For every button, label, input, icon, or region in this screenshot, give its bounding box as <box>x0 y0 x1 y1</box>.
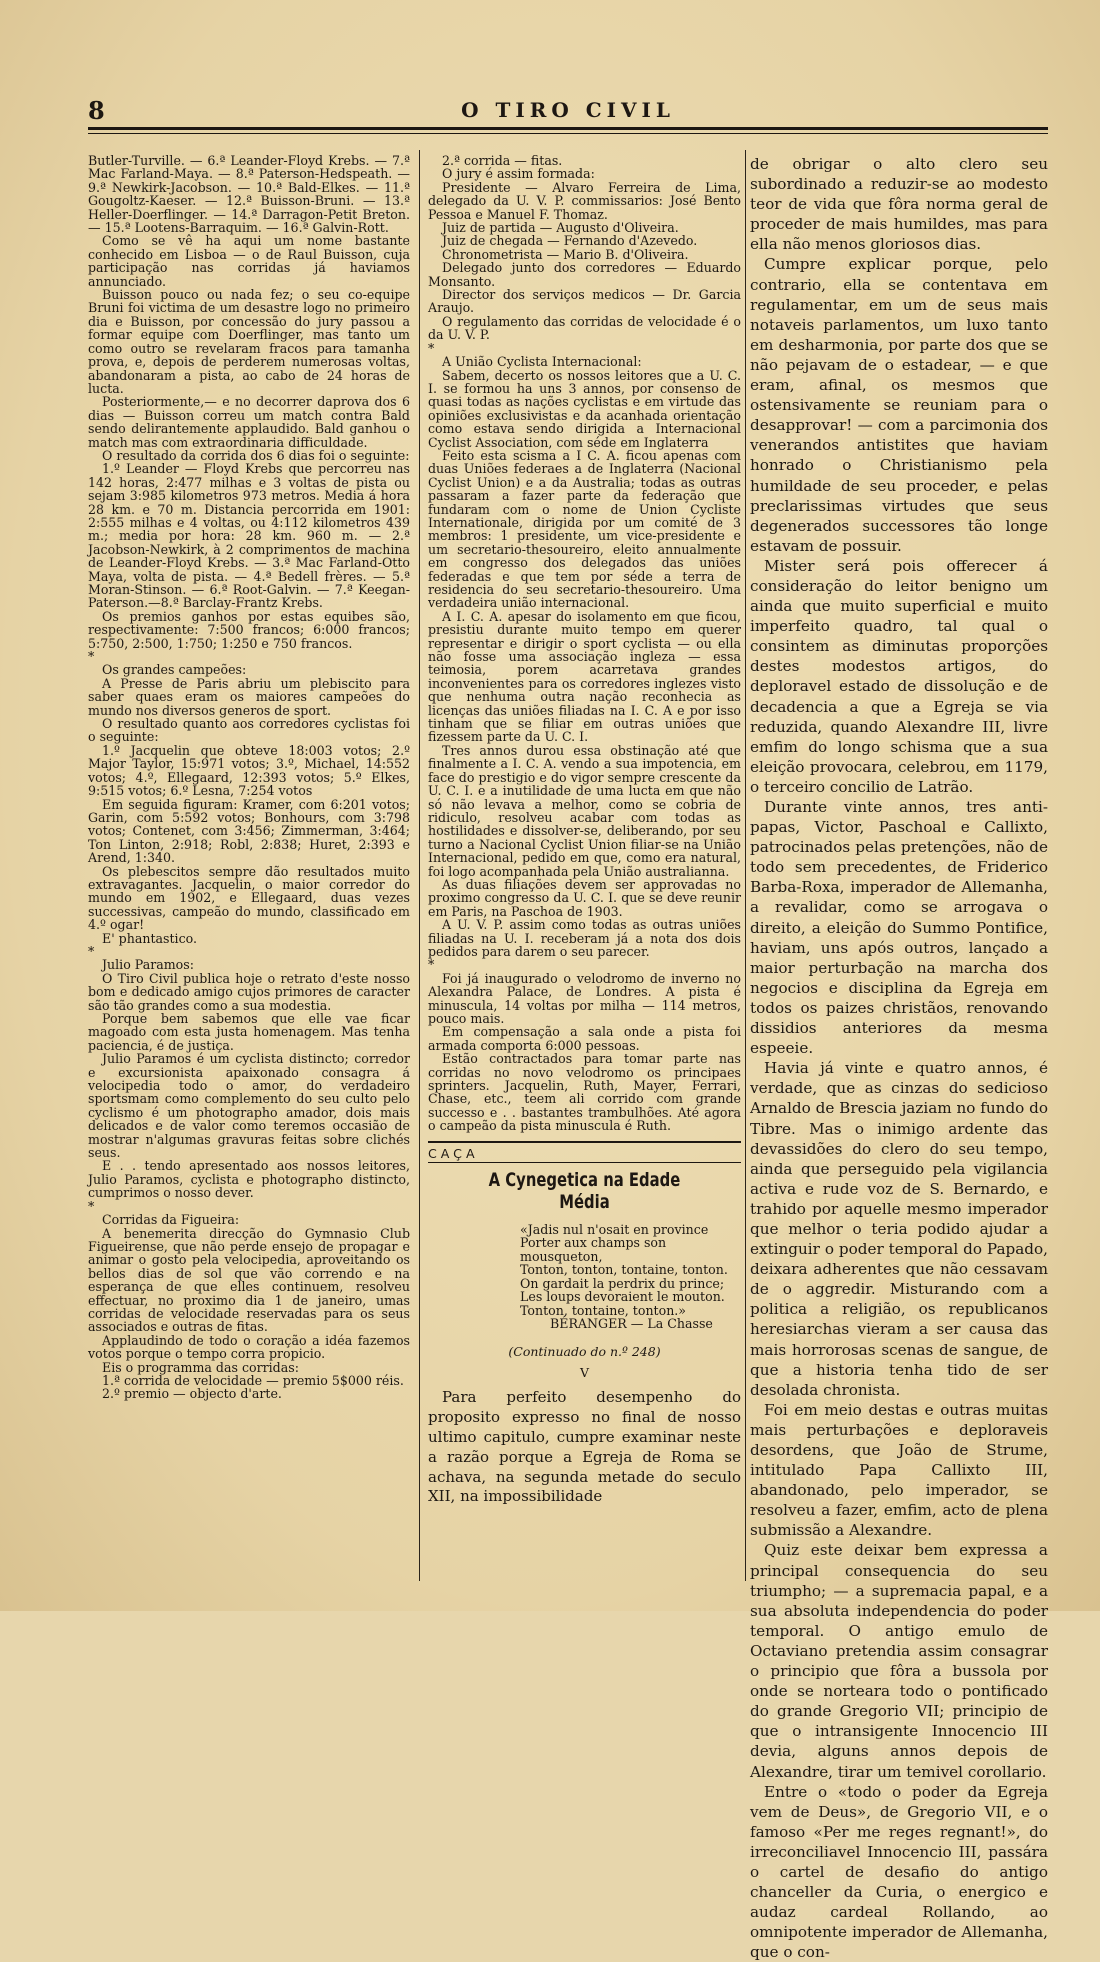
separator-star: * <box>88 943 95 959</box>
epigraph <box>520 1223 741 1330</box>
paragraph: Julio Paramos é um cyclista distincto; corredor e excursionista apaixonado consagra á velocipedia todo o amor, do verdadeiro sportsmam como complemento do seu culto pelo cyclismo é um photographo amador, dois mais delicados e de valor como teremos occasião de mostrar n'algumas gravuras feitas sobre clichés seus. <box>88 1051 410 1161</box>
paragraph: Cumpre explicar porque, pelo contrario, ella se contentava em regulamentar, em um de seus mais notaveis parlamentos, um luxo tanto em desharmonia, por parte dos que se não pejavam de o estadear, — e que eram, afinal, os mesmos que ostensivamente se reuniam para o desapprovar! — com a parcimonia dos venerandos antistites que haviam honrado o Christianismo pela humildade de seu proceder, e pelas preclarissimas virtudes que seus degenerados successores tão longe estavam de possuir. <box>750 255 1048 555</box>
paragraph: O jury é assim formada: <box>442 166 595 182</box>
page-header <box>88 96 1048 126</box>
paragraph: Em compensação a sala onde a pista foi armada comporta 6:000 pessoas. <box>428 1024 741 1053</box>
continuation-note: (Continuado do n.º 248) <box>508 1344 661 1360</box>
paragraph: Presidente — Alvaro Ferreira de Lima, delegado da U. V. P. commissarios: José Bento Pessoa e Manuel F. Thomaz. <box>428 179 741 222</box>
paragraph: Juiz de partida — Augusto d'Oliveira. <box>442 220 679 236</box>
paragraph: Estão contractados para tomar parte nas corridas no novo velodromo os principaes sprinters. Jacquelin, Ruth, Mayer, Ferrari, Chase, etc., teem ali corrido com grande successo e . . bastantes trambulhões. Até agora o campeão da pista minuscula é Ruth. <box>428 1051 741 1134</box>
paragraph: Buisson pouco ou nada fez; o seu co-equipe Bruni foi victima de um desastre logo no primeiro dia e Buisson, por concessão do jury passou a formar equipe com Doerflinger, mas tanto um como outro se revelaram fracos para tamanha prova, e, depois de perderem numerosas voltas, abandonaram a pista, ao cabo de 24 horas de lucta. <box>88 287 410 396</box>
paragraph: O Tiro Civil publica hoje o retrato d'este nosso bom e dedicado amigo cujos primores de caracter são tão grandes como a sua modestia. <box>88 970 410 1013</box>
paragraph: Mister será pois offerecer á consideração do leitor benigno um ainda que muito superficial e muito imperfeito quadro, tal qual o consintem as diminutas proporções destes modestos artigos, do deploravel estado de dissolução e de decadencia a que a Egreja se via reduzida, quando Alexandre III, livre emfim do longo schisma que a sua eleição provocara, celebrou, em 1179, o terceiro concilio de Latrão. <box>750 556 1048 796</box>
paragraph: Juiz de chegada — Fernando d'Azevedo. <box>442 233 698 249</box>
paragraph: Quiz este deixar bem expressa a principal consequencia do seu triumpho; — a supremacia papal, e a sua absoluta independencia do poder temporal. O antigo emulo de Octaviano pretendia assim consagrar o principio que fôra a bussola por onde se norteara todo o pontificado do grande Gregorio VII; principio de que o intransigente Innocencio III devia, alguns annos depois de Alexandre, tirar um temivel corollario. <box>750 1541 1048 1781</box>
epigraph-line: Porter aux champs son mousqueton, <box>520 1235 667 1264</box>
epigraph-line: Tonton, tontaine, tonton.» <box>520 1302 687 1318</box>
section-header <box>428 1141 741 1163</box>
paragraph: Tres annos durou essa obstinação até que finalmente a I. C. A. vendo a sua impotencia, em face do prestigio e do vigor sempre crescente da U. C. I. e a inutilidade de uma lucta em que não só não levava a melhor, como se cobria de ridiculo, resolveu acabar com todas as hostilidades e dissolver-se, deliberando, por seu turno a Nacional Cyclist Union filiar-se na União Internacional, pedido em que, como era natural, foi logo acompanhada pela União australianna. <box>428 742 741 879</box>
page-number: 8 <box>88 96 105 125</box>
separator-star: * <box>88 649 95 665</box>
paragraph: Havia já vinte e quatro annos, é verdade, que as cinzas do sedicioso Arnaldo de Brescia jaziam no fundo do Tibre. Mas o inimigo ardente das devassidões do clero do seu tempo, ainda que perseguido pela vigilancia activa e rude voz de S. Bernardo, e trahido por aquelle mesmo imperador que melhor o teria podido ajudar a extinguir o poder temporal do Papado, deixara adherentes que não cessavam de o aggredir. Misturando com a politica a religião, os republicanos heresiarchas vieram a ser causa das mais horrorosas scenas de sangue, de que a historia tenha tido de ser desolada chronista. <box>750 1059 1049 1399</box>
paragraph: 1.º Leander — Floyd Krebs que percorreu nas 142 horas, 2:477 milhas e 3 voltas de pista ou sejam 3:985 kilometros 973 metros. Media á hora 28 km. e 70 m. Distancia percorrida em 1901: 2:555 milhas e 4 voltas, ou 4:112 kilometros 439 m.; media por hora: 28 km. 960 m. — 2.ª Jacobson-Newkirk, à 2 comprimentos de machina de Leander-Floyd Krebs. — 3.ª Mac Farland-Otto Maya, volta de pista. — 4.ª Bedell frères. — 5.ª Moran-Stinson. — 6.ª Root-Galvin. — 7.ª Keegan-Paterson.—8.ª Barclay-Frantz Krebs. <box>88 461 410 611</box>
header-rules <box>88 127 1048 138</box>
paragraph: Entre o «todo o poder da Egreja vem de Deus», de Gregorio VII, e o famoso «Per me reges regnant!», do irreconciliavel Innocencio III, passára o cartel de desafio do antigo chanceller da Curia, o energico e audaz cardeal Rollando, ao omnipotente imperador de Allemanha, que o con- <box>750 1782 1048 1962</box>
paragraph: Applaudindo de todo o coração a idéa fazemos votos porque o tempo corra propicio. <box>88 1332 410 1362</box>
column-sport-news <box>88 154 410 1583</box>
column-divider <box>419 150 420 1581</box>
paragraph: Julio Paramos: <box>102 957 194 973</box>
article-title: A Cynegetica na Edade Média <box>488 1169 681 1214</box>
paragraph: O resultado quanto aos corredores cyclistas foi o seguinte: <box>88 716 410 745</box>
chapter-number: V <box>579 1365 590 1381</box>
header-rule <box>88 127 1048 130</box>
paragraph: Porque bem sabemos que elle vae ficar magoado com esta justa homenagem. Mas tenha paciencia, é de justiça. <box>88 1011 410 1053</box>
paragraph: Como se vê ha aqui um nome bastante conhecido em Lisboa — o de Raul Buisson, cuja participação nas corridas já haviamos annunciado. <box>88 233 410 289</box>
epigraph-line: Tonton, tonton, tontaine, tonton. <box>520 1262 728 1278</box>
paragraph: Butler-Turville. — 6.ª Leander-Floyd Krebs. — 7.ª Mac Farland-Maya. — 8.ª Paterson-Hedspeath. — 9.ª Newkirk-Jacobson. — 10.ª Bald-Elkes. — 11.ª Gougoltz-Kaeser. — 12.ª Buisson-Bruni. — 13.ª Heller-Doerflinger. — 14.ª Darragon-Petit Breton. — 15.ª Lootens-Barraquim. — 16.ª Galvin-Rott. <box>88 153 410 236</box>
paragraph: 1.º Jacquelin que obteve 18:003 votos; 2.º Major Taylor, 15:971 votos; 3.º, Michael, 14:552 votos; 4.º, Ellegaard, 12:393 votos; 5.º Elkes, 9:515 votos; 6.º Lesna, 7:254 votos <box>88 742 410 799</box>
paragraph: A União Cyclista Internacional: <box>442 354 642 370</box>
column-cycling-and-hunting <box>428 154 741 1583</box>
paragraph: 2.ª corrida — fitas. <box>442 153 563 168</box>
column-hunting-article <box>750 154 1049 1962</box>
paragraph: Durante vinte annos, tres anti-papas, Victor, Paschoal e Callixto, patrocinados pelas pretenções, não de todo sem precedentes, de Friderico Barba-Roxa, imperador de Allemanha, a revalidar, como se arrogava o direito, a eleição do Summo Pontifice, haviam, uns após outros, lançado a maior perturbação na marcha dos negocios e disciplina da Egreja em todos os paizes christãos, renovando dissidios anteriores da mesma espeeie. <box>750 798 1048 1058</box>
paragraph: A U. V. P. assim como todas as outras uniões filiadas na U. I. receberam já a nota dos dois pedidos para darem o seu parecer. <box>428 917 741 959</box>
paragraph: E' phantastico. <box>102 930 197 946</box>
paragraph: Director dos serviços medicos — Dr. Garcia Araujo. <box>428 287 741 316</box>
paragraph: Foi em meio destas e outras muitas mais perturbações e deploraveis desordens, que João de Strume, intitulado Papa Callixto III, abandonado, pelo imperador, se resolveu a fazer, emfim, acto de plena submissão a Alexandre. <box>750 1400 1048 1540</box>
paragraph: Em seguida figuram: Kramer, com 6:201 votos; Garin, com 5:592 votos; Bonhours, com 3:798 votos; Contenet, com 3:456; Zimmerman, 3:464; Ton Linton, 2:918; Robl, 2:838; Huret, 2:393 e Arend, 1:340. <box>88 796 410 866</box>
epigraph-line: On gardait la perdrix du prince; <box>520 1275 725 1291</box>
paragraph: 1.ª corrida de velocidade — premio 5$000 réis. <box>102 1372 404 1388</box>
separator-star: * <box>428 340 435 356</box>
paragraph: O regulamento das corridas de velocidade é o da U. V. P. <box>428 313 741 343</box>
paragraph: A I. C. A. apesar do isolamento em que ficou, presistiu durante muito tempo em querer representar e dirigir o sport cyclista — ou ella não fosse uma associação ingleza — essa teimosia, porem acarretava grandes inconvenientes para os corredores inglezes visto que nenhuma outra nação reconhecia as licenças das uniões filiadas na I. C. A e por isso tinham que se filiar em outras uniões que fizessem parte da U. C. I. <box>428 608 741 745</box>
paragraph: Feito esta scisma a I C. A. ficou apenas com duas Uniões federaes a de Inglaterra (Nacional Cyclist Union) e a da Australia; todas as outras passaram a fazer parte da federação que fundaram com o nome de Union Cycliste Internationale, dirigida por um comité de 3 membros: 1 presidente, um vice-presidente e um secretario-thesoureiro, eleito annualmente em congresso dos delegados das uniões federadas e que tem por séde a terra de residencia do seu secretario-thesoureiro. Uma verdadeira união internacional. <box>428 447 741 611</box>
column-divider <box>745 150 746 1581</box>
section-title: CAÇA <box>428 1145 479 1161</box>
paragraph: As duas filiações devem ser approvadas no proximo congresso da U. C. I. que se deve reunir em Paris, na Paschoa de 1903. <box>428 876 741 919</box>
separator-star: * <box>88 1198 95 1214</box>
newspaper-title: O TIRO CIVIL <box>461 98 675 122</box>
article-paragraph: Para perfeito desempenho do proposito expresso no final de nosso ultimo capitulo, cumpre examinar neste a razão porque a Egreja de Roma se achava, na segunda metade do seculo XII, na impossibilidade <box>428 1388 741 1506</box>
epigraph-line: «Jadis nul n'osait en province <box>520 1222 709 1238</box>
paragraph: Os plebescitos sempre dão resultados muito extravagantes. Jacquelin, o maior corredor do mundo em 1902, e Ellegaard, duas vezes successivas, campeão do mundo, classificado em 4.º ogar! <box>88 863 410 933</box>
paragraph: Os premios ganhos por estas equibes são, respectivamente: 7:500 francos; 6:000 francos; 5:750, 2:500, 1:750; 1:250 e 750 francos. <box>88 608 410 651</box>
paragraph: O resultado da corrida dos 6 dias foi o seguinte: <box>102 447 410 463</box>
paragraph: Delegado junto dos corredores — Eduardo Monsanto. <box>428 260 741 289</box>
cycling-news <box>428 154 741 1133</box>
epigraph-line: Les loups devoraient le mouton. <box>520 1289 725 1305</box>
separator-star: * <box>428 957 435 973</box>
paragraph: Posteriormente,— e no decorrer daprova dos 6 dias — Buisson correu um match contra Bald sendo delirantemente applaudido. Bald ganhou o match mas com extraordinaria difficuldade. <box>88 394 410 450</box>
paragraph: de obrigar o alto clero seu subordinado a reduzir-se ao modesto teor de vida que fôra norma geral de proceder de mais humildes, mas para ella não menos gloriosos dias. <box>750 155 1048 254</box>
paragraph: A Presse de Paris abriu um plebiscito para saber quaes eram os maiores campeões do mundo nos diversos generos de sport. <box>88 675 410 718</box>
paragraph: Chronometrista — Mario B. d'Oliveira. <box>442 246 689 262</box>
paragraph: Os grandes campeões: <box>102 662 247 678</box>
paragraph: Sabem, decerto os nossos leitores que a U. C. I. se formou ha uns 3 annos, por consenso de quasi todas as nações cyclistas e em virtude das opiniões exclusivistas e da acanhada orientação como estava sendo dirigida a Internacional Cyclist Association, com séde em Inglaterra <box>428 367 741 450</box>
paragraph: A benemerita direcção do Gymnasio Club Figueirense, que não perde ensejo de propagar e animar o gosto pela velocipedia, aproveitando os bellos dias de sol que vão correndo e na esperança de que elles continuem, resolveu effectuar, no proximo dia 1 de janeiro, umas corridas de velocidade reservadas para os seus associados e outras de fitas. <box>88 1225 410 1335</box>
paragraph: Corridas da Figueira: <box>102 1212 240 1228</box>
paragraph: E . . tendo apresentado aos nossos leitores, Julio Paramos, cyclista e photographo distincto, cumprimos o nosso dever. <box>88 1158 410 1201</box>
epigraph-line: BÉRANGER — La Chasse <box>550 1315 713 1331</box>
header-rule <box>88 133 1048 134</box>
paragraph: 2.º premio — objecto d'arte. <box>102 1386 282 1402</box>
paragraph: Foi já inaugurado o velodromo de inverno no Alexandra Palace, de Londres. A pista é minuscula, 14 voltas por milha — 114 metros, pouco mais. <box>428 970 741 1026</box>
paragraph: Eis o programma das corridas: <box>102 1359 299 1375</box>
